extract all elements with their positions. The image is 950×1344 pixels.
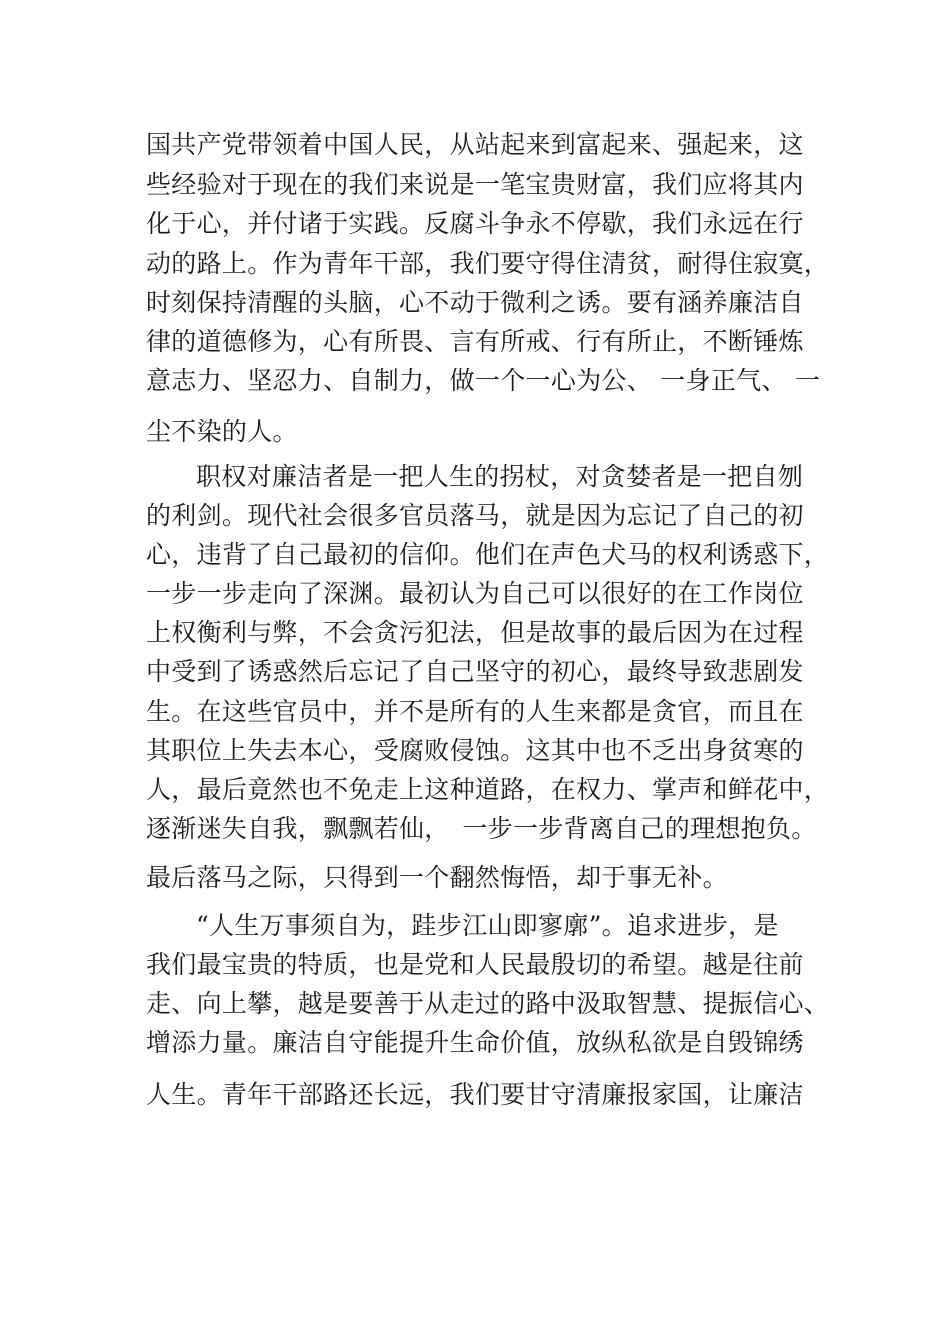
- text-line: 人，最后竟然也不免走上这种道路，在权力、掌声和鲜花中，: [146, 775, 830, 804]
- text-line: 最后落马之际，只得到一个翻然悔悟，却于事无补。: [146, 863, 728, 892]
- text-line: 中受到了诱惑然后忘记了自己坚守的初心，最终导致悲剧发: [146, 657, 804, 686]
- text-line: 逐渐迷失自我，飘飘若仙， 一步一步背离自己的理想抱负。: [146, 814, 817, 843]
- text-line: 时刻保持清醒的头脑，心不动于微利之诱。要有涵养廉洁自: [146, 288, 804, 317]
- text-line: 律的道德修为，心有所畏、言有所戒、行有所止，不断锤炼: [146, 327, 804, 356]
- text-line: 其职位上失去本心，受腐败侵蚀。这其中也不乏出身贫寒的: [146, 736, 804, 765]
- text-line: 些经验对于现在的我们来说是一笔宝贵财富，我们应将其内: [146, 170, 804, 199]
- text-line: 动的路上。作为青年干部，我们要守得住清贫，耐得住寂寞，: [146, 249, 830, 278]
- text-line: 走、向上攀，越是要善于从走过的路中汲取智慧、提振信心、: [146, 989, 830, 1018]
- text-line: 生。在这些官员中，并不是所有的人生来都是贪官，而且在: [146, 697, 804, 726]
- text-line: 意志力、坚忍力、自制力，做一个一心为公、 一身正气、 一: [146, 366, 821, 395]
- text-line: 化于心，并付诸于实践。反腐斗争永不停歇，我们永远在行: [146, 209, 804, 238]
- text-line: 我们最宝贵的特质，也是党和人民最殷切的希望。越是往前: [146, 950, 804, 979]
- text-line: 人生。青年干部路还长远，我们要甘守清廉报家国，让廉洁: [146, 1080, 804, 1109]
- text-line: 心，违背了自己最初的信仰。他们在声色犬马的权利诱惑下，: [146, 540, 830, 569]
- text-line: 的利剑。现代社会很多官员落马，就是因为忘记了自己的初: [146, 501, 804, 530]
- paragraph-first-line: 职权对廉洁者是一把人生的拐杖，对贪婪者是一把自刎: [196, 462, 804, 491]
- text-line: 国共产党带领着中国人民，从站起来到富起来、强起来，这: [146, 130, 804, 159]
- text-line: 一步一步走向了深渊。最初认为自己可以很好的在工作岗位: [146, 579, 804, 608]
- text-line: 增添力量。廉洁自守能提升生命价值，放纵私欲是自毁锦绣: [146, 1028, 804, 1057]
- text-line: 尘不染的人。: [146, 417, 298, 446]
- text-line: 上权衡利与弊，不会贪污犯法，但是故事的最后因为在过程: [146, 618, 804, 647]
- paragraph-first-line: “人生万事须自为，跬步江山即寥廓”。追求进步，是: [196, 911, 779, 940]
